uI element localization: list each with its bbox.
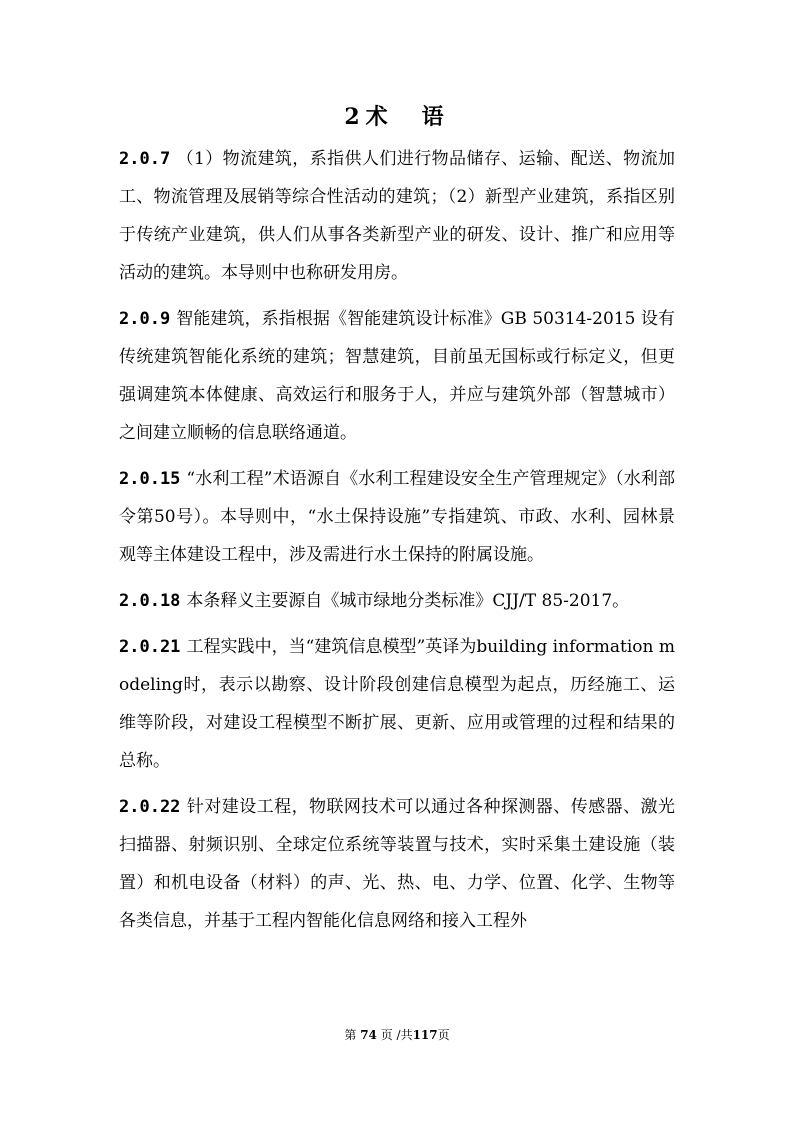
clause-number: 2.0.21 — [119, 637, 181, 657]
page-footer — [0, 1026, 794, 1044]
current-page-number: 74 — [360, 1028, 377, 1042]
clause-text: 本条释义主要源自《城市绿地分类标准》CJJ/T 85-2017。 — [186, 591, 630, 611]
clause-text: 智能建筑，系指根据《智能建筑设计标准》GB 50314-2015 设有传统建筑智能化系统的建筑；智慧建筑，目前虽无国标或行标定义，但更强调建筑本体健康、高效运行和服务于人，并应与建筑外部（智慧城市）之间建立顺畅的信息联络通道。 — [119, 309, 675, 443]
section-title: 2术 语 — [344, 104, 450, 130]
clause-2-0-22 — [119, 788, 675, 940]
clause-number: 2.0.7 — [119, 149, 171, 169]
clause-text: “水利工程”术语源自《水利工程建设安全生产管理规定》（水利部令第50号）。本导则中，“水土保持设施”专指建筑、市政、水利、园林景观等主体建设工程中，涉及需进行水土保持的附属设施。 — [119, 469, 675, 565]
clause-number: 2.0.9 — [119, 309, 171, 329]
footer-prefix: 第 — [344, 1028, 357, 1042]
clause-number: 2.0.18 — [119, 591, 181, 611]
clause-2-0-9 — [119, 300, 675, 452]
clause-text: 针对建设工程，物联网技术可以通过各种探测器、传感器、激光扫描器、射频识别、全球定位系统等装置与技术，实时采集土建设施（装置）和机电设备（材料）的声、光、热、电、力学、位置、化学、生物等各类信息，并基于工程内智能化信息网络和接入工程外 — [119, 797, 675, 931]
clause-number: 2.0.22 — [119, 797, 181, 817]
clause-2-0-15 — [119, 460, 675, 574]
clause-number: 2.0.15 — [119, 469, 181, 489]
total-page-count: 117 — [412, 1028, 438, 1042]
clause-text: 工程实践中，当“建筑信息模型”英译为building information modeling时，表示以勘察、设计阶段创建信息模型为起点，历经施工、运维等阶段，对建设工程模型不断扩展、更新、应用或管理的过程和结果的总称。 — [119, 637, 675, 771]
clause-text: （1）物流建筑，系指供人们进行物品储存、运输、配送、物流加工、物流管理及展销等综合性活动的建筑；（2）新型产业建筑，系指区别于传统产业建筑，供人们从事各类新型产业的研发、设计、推广和应用等活动的建筑。本导则中也称研发用房。 — [119, 149, 675, 283]
clause-list — [119, 140, 675, 948]
clause-2-0-21 — [119, 628, 675, 780]
clause-2-0-18 — [119, 582, 675, 620]
footer-middle: 页 /共 — [380, 1028, 413, 1042]
footer-suffix: 页 — [437, 1028, 450, 1042]
clause-2-0-7 — [119, 140, 675, 292]
